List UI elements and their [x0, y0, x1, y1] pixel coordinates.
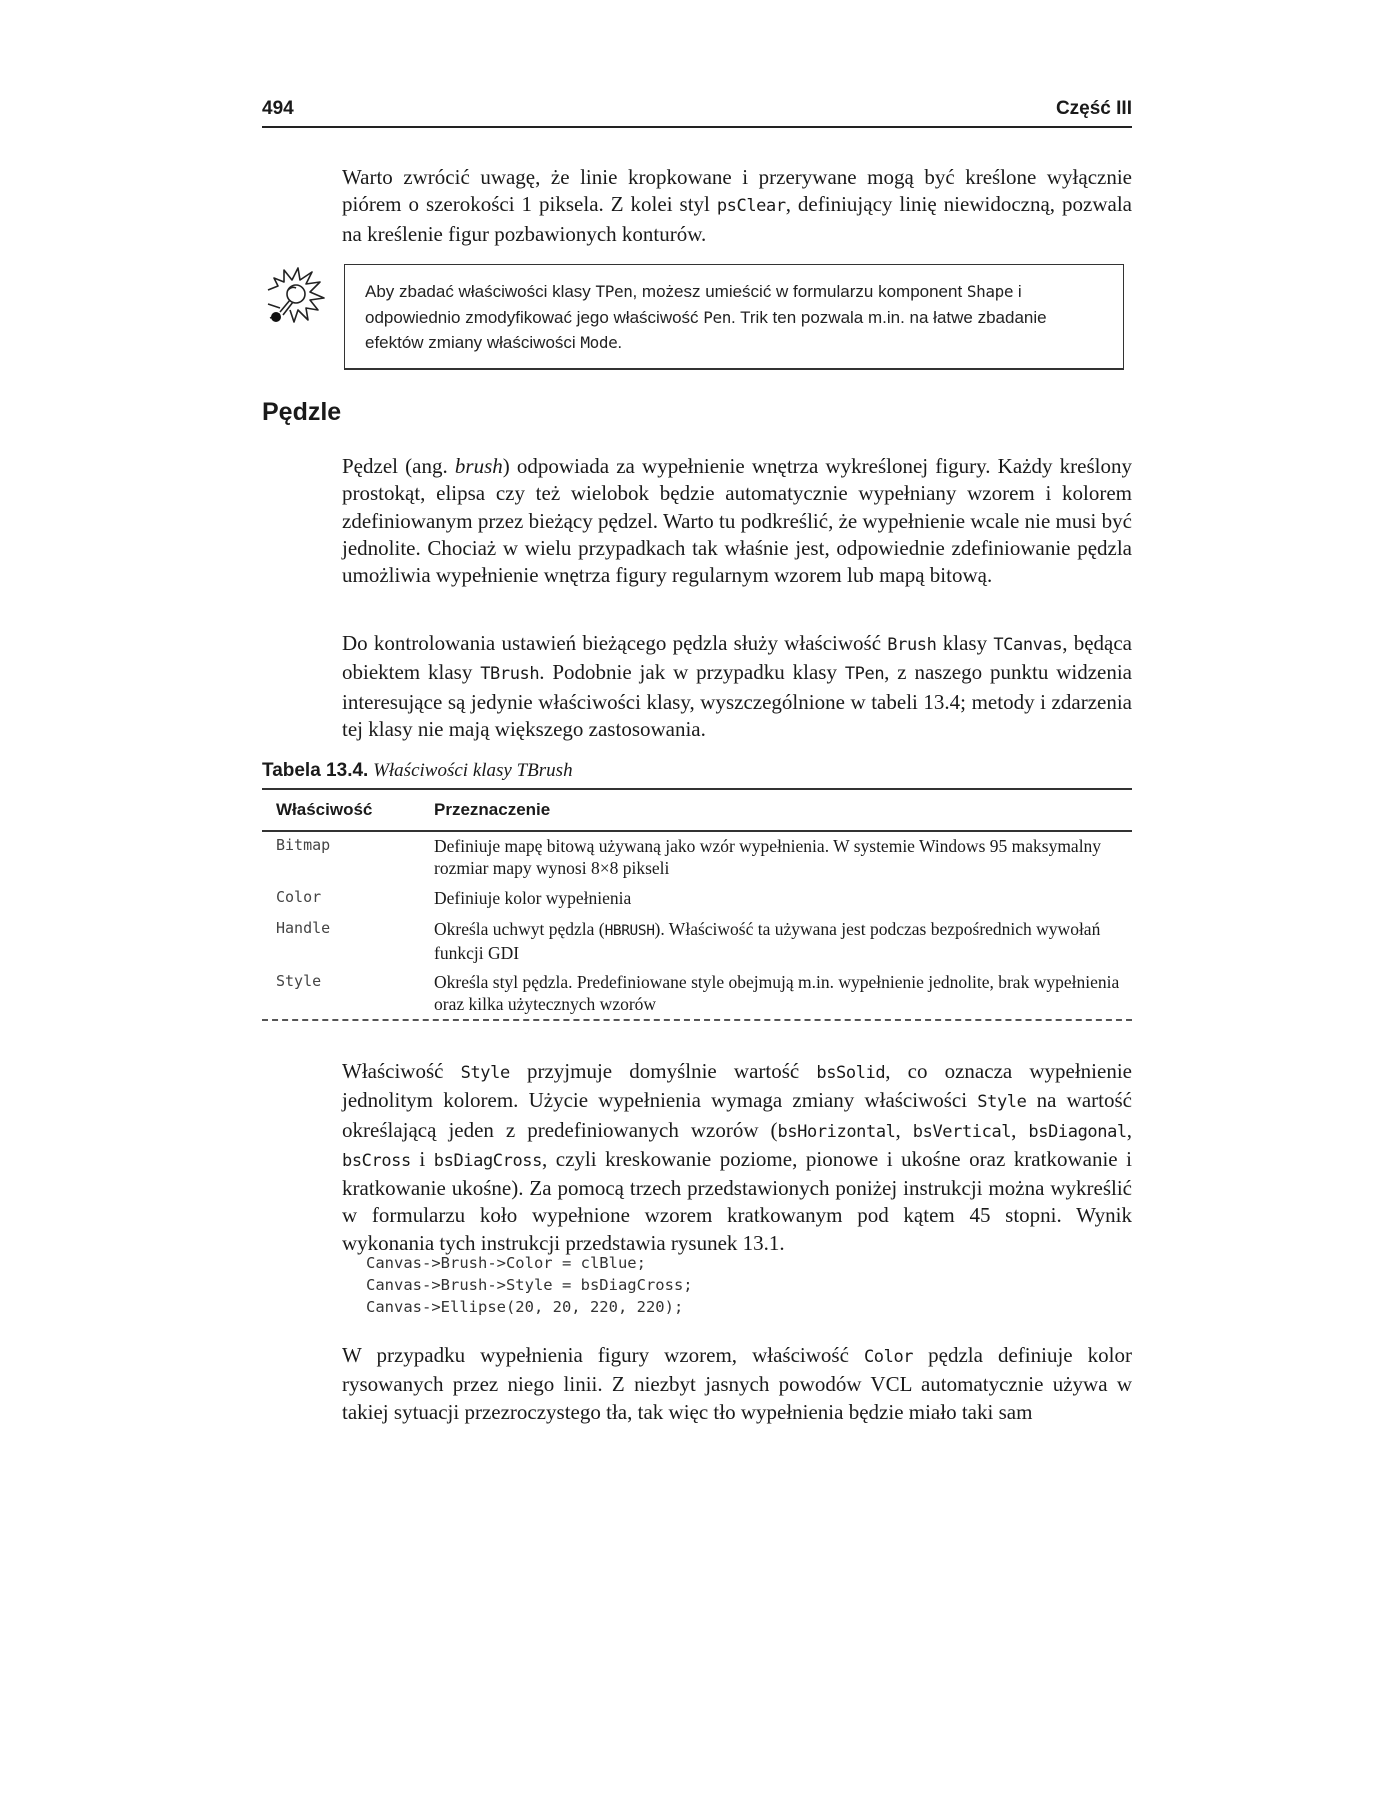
inline-code: bsDiagonal: [1028, 1121, 1127, 1142]
part-label: Część III: [1055, 98, 1132, 119]
tip-box: [344, 264, 1124, 370]
paragraph-brush-intro: Pędzel (ang. brush) odpowiada za wypełnienie wnętrza wykreślonej figury. Każdy kreślony prostokąt, elipsa czy też wielobok będzie automatycznie wypełniany wzorem i kolorem zdefiniowanym przez bieżący pędzel. Warto tu podkreślić, że wypełnienie wcale nie musi być jednolite. Chociaż w wielu przypadkach tak właśnie jest, odpowiednie zdefiniowanie pędzla umożliwia wypełnienie wnętrza figury regularnym wzorem lub mapą bitową.: [342, 454, 1132, 588]
inline-code: bsHorizontal: [777, 1121, 896, 1142]
inline-code: psClear: [716, 196, 786, 217]
column-header-property: Właściwość: [276, 800, 373, 819]
lightbulb-tip-icon: [260, 262, 332, 334]
property-description: Określa uchwyt pędzla (HBRUSH). Właściwość ta używana jest podczas bezpośrednich wywołań funkcji GDI: [434, 919, 1101, 963]
property-description: Definiuje kolor wypełnienia: [434, 888, 632, 908]
inline-code: TPen: [595, 282, 633, 301]
property-description: Określa styl pędzla. Predefiniowane style obejmują m.in. wypełnienie jednolite, brak wypełnienia oraz kilka użytecznych wzorów: [434, 972, 1120, 1014]
table-bottom-rule: [262, 1019, 1132, 1021]
inline-code: bsCross: [342, 1150, 411, 1171]
code-line: Canvas->Brush->Color = clBlue;: [366, 1254, 646, 1272]
table-caption: Tabela 13.4. Właściwości klasy TBrush: [262, 760, 573, 781]
inline-code: Style: [977, 1092, 1027, 1113]
inline-code: HBRUSH: [604, 923, 655, 939]
table-header: [262, 790, 1132, 832]
code-line: Canvas->Brush->Style = bsDiagCross;: [366, 1276, 693, 1294]
inline-code: Style: [460, 1063, 510, 1083]
table-row: [262, 968, 1132, 1019]
inline-code: bsVertical: [912, 1121, 1012, 1142]
inline-code: TCanvas: [993, 635, 1063, 655]
property-name: Color: [276, 888, 322, 906]
column-header-purpose: Przeznaczenie: [434, 800, 551, 819]
properties-table: [262, 788, 1132, 1021]
property-name: Bitmap: [276, 836, 331, 854]
property-name: Style: [276, 972, 322, 990]
paragraph-pen-styles: Warto zwrócić uwagę, że linie kropkowane i przerywane mogą być kreślone wyłącznie piórem o szerokości 1 piksela. Z kolei styl psClear, definiujący linię niewidoczną, pozwala na kreślenie figur pozbawionych konturów.: [342, 165, 1132, 246]
property-description: Definiuje mapę bitową używaną jako wzór wypełnienia. W systemie Windows 95 maksymalny rozmiar mapy wynosi 8×8 pikseli: [434, 836, 1102, 878]
property-name: Handle: [276, 919, 331, 937]
page-number: 494: [262, 98, 294, 119]
inline-code: Color: [863, 1347, 914, 1367]
code-line: Canvas->Ellipse(20, 20, 220, 220);: [366, 1298, 684, 1316]
paragraph-brush-property: Do kontrolowania ustawień bieżącego pędzla służy właściwość Brush klasy TCanvas, będąca obiektem klasy TBrush. Podobnie jak w przypadku klasy TPen, z naszego punktu widzenia interesujące są jedynie właściwości klasy, wyszczególnione w tabeli 13.4; metody i zdarzenia tej klasy nie mają większego zastosowania.: [342, 631, 1132, 741]
table-row: [262, 915, 1132, 968]
code-block: [366, 1252, 693, 1318]
inline-code: TBrush: [480, 664, 540, 685]
table-row: [262, 884, 1132, 915]
paragraph-pattern-color: W przypadku wypełnienia figury wzorem, właściwość Color pędzla definiuje kolor rysowanych przez niego linii. Z niezbyt jasnych powodów VCL automatycznie używa w takiej sytuacji przezroczystego tła, tak więc tło wypełnienia będzie miało taki sam: [342, 1343, 1132, 1424]
inline-code: TPen: [844, 664, 885, 685]
tip-text: Aby zbadać właściwości klasy TPen, możesz umieścić w formularzu komponent Shape i odpowiednio zmodyfikować jego właściwość Pen. Trik ten pozwala m.in. na łatwe zbadanie efektów zmiany właściwości Mode.: [365, 282, 1047, 352]
inline-code: bsSolid: [816, 1063, 886, 1083]
paragraph-brush-styles: Właściwość Style przyjmuje domyślnie wartość bsSolid, co oznacza wypełnienie jednolitym kolorem. Użycie wypełnienia wymaga zmiany właściwości Style na wartość określającą jeden z predefiniowanych wzorów (bsHorizontal, bsVertical, bsDiagonal, bsCross i bsDiagCross, czyli kreskowanie poziome, pionowe i ukośne oraz kratkowanie i kratkowanie ukośne). Za pomocą trzech przedstawionych poniżej instrukcji można wykreślić w formularzu koło wypełnione wzorem kratkowanym pod kątem 45 stopni. Wynik wykonania tych instrukcji przedstawia rysunek 13.1.: [342, 1059, 1133, 1255]
table-row: [262, 832, 1132, 884]
page-header: [262, 98, 1132, 128]
inline-code: bsDiagCross: [433, 1150, 542, 1171]
inline-code: Mode: [580, 333, 618, 352]
inline-code: Shape: [966, 282, 1014, 301]
section-heading: Pędzle: [262, 398, 342, 426]
inline-code: Pen: [703, 307, 731, 327]
inline-code: Brush: [887, 635, 937, 655]
